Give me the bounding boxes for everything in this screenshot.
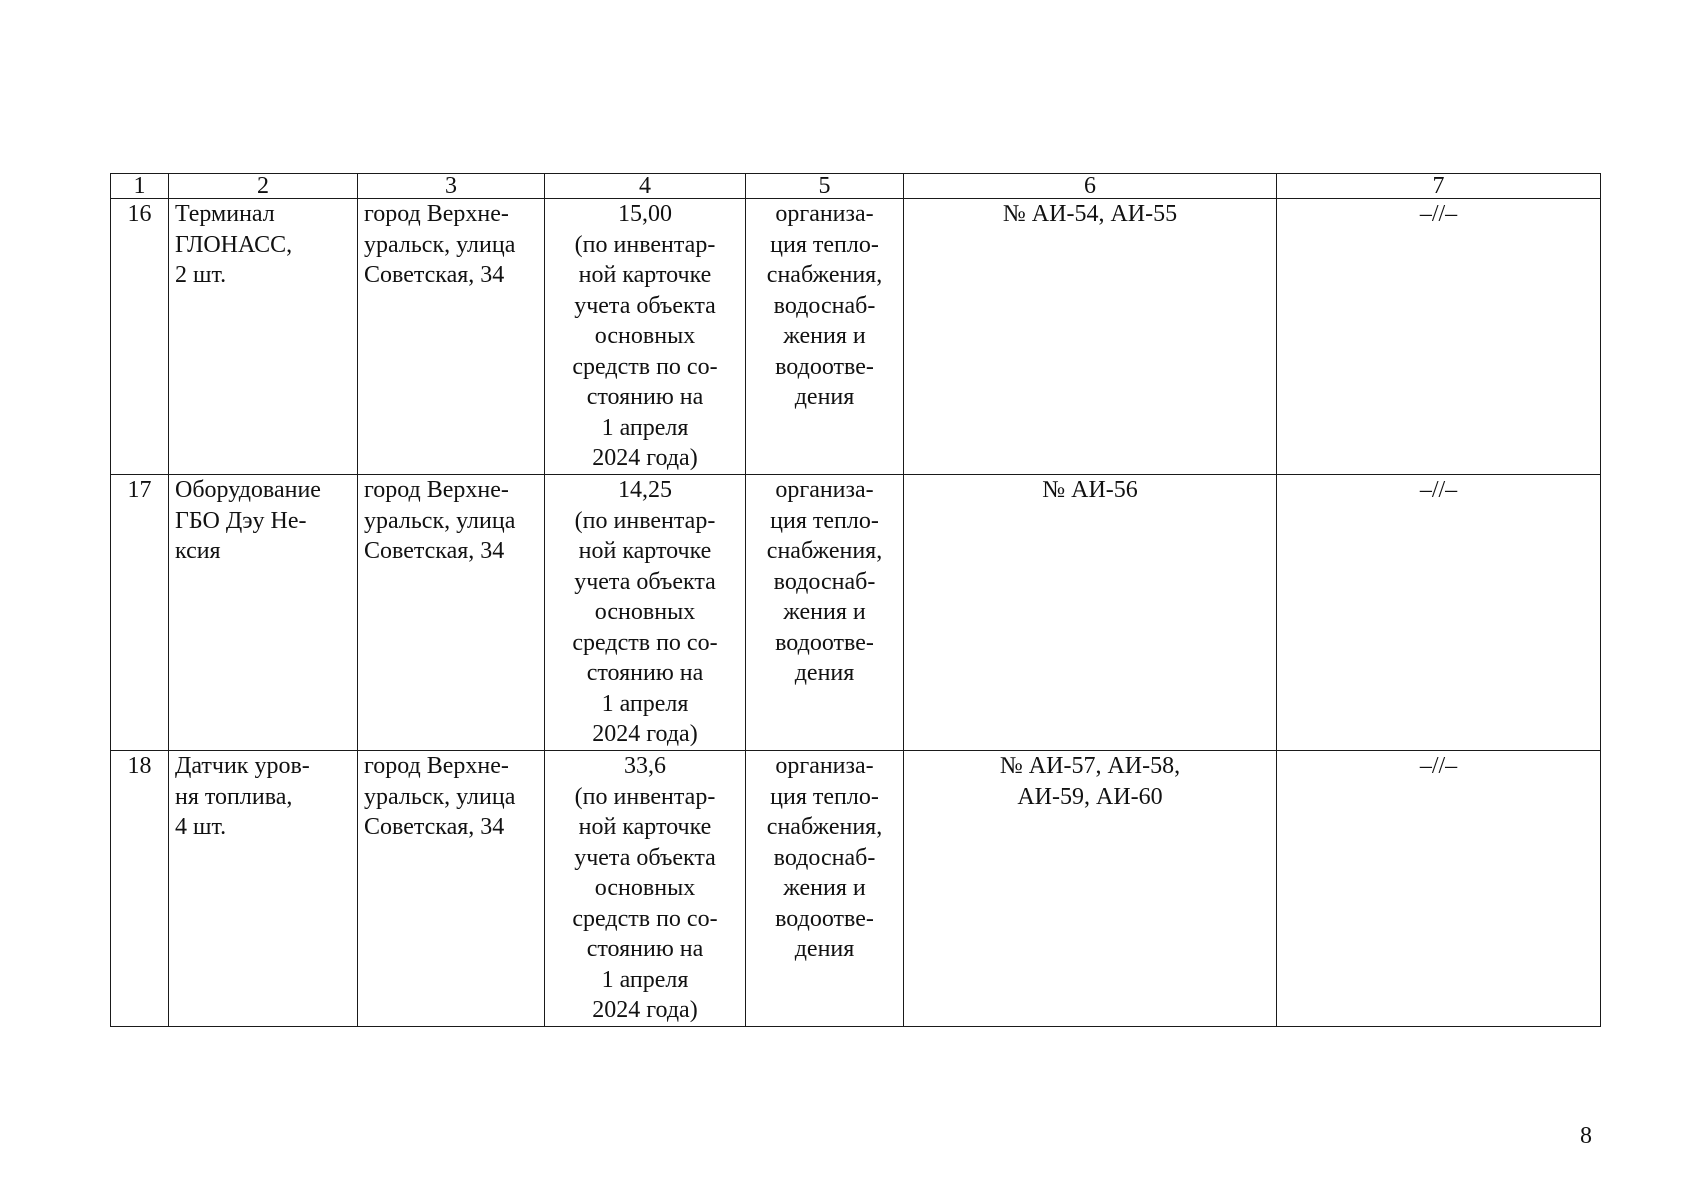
row-number: 18 <box>111 751 169 1027</box>
document-line: № АИ-56 <box>1042 477 1138 503</box>
item-name-line: ня топлива, <box>175 783 293 810</box>
column-header: 4 <box>545 174 746 199</box>
purpose-line: организа- <box>775 477 874 503</box>
cost-note-line: (по инвентар- <box>574 783 716 810</box>
cost-note-line: средств по со- <box>572 629 718 656</box>
purpose-line: ция тепло- <box>770 783 879 810</box>
purpose-line: водоотве- <box>775 905 874 932</box>
cost-note-line: стоянию на <box>586 660 704 686</box>
cost-note-line: основных <box>594 323 696 349</box>
purpose-line: водоотве- <box>775 353 874 380</box>
item-address <box>358 751 545 1027</box>
cost-note-line: 1 апреля <box>601 966 689 993</box>
purpose-line: водоотве- <box>775 629 874 656</box>
address-line: город Верхне- <box>364 753 509 779</box>
address-line: уральск, улица <box>364 783 516 810</box>
purpose-line: водоснаб- <box>773 568 876 595</box>
cost-value: 14,25 <box>618 477 672 503</box>
cost-note-line: учета объекта <box>574 844 716 871</box>
document-line: № АИ-57, АИ-58, <box>999 753 1181 779</box>
cost-note-line: 2024 года) <box>592 997 698 1023</box>
cost-note-line: стоянию на <box>586 384 704 410</box>
purpose-line: водоснаб- <box>773 292 876 319</box>
cost-note-line: ной карточке <box>578 814 712 840</box>
item-name-line: ксия <box>175 538 221 564</box>
item-name <box>169 199 358 475</box>
item-encumbrance: –//– <box>1277 199 1601 475</box>
address-line: уральск, улица <box>364 507 516 534</box>
document-line: № АИ-54, АИ-55 <box>1002 201 1178 227</box>
item-cost <box>545 199 746 475</box>
cost-note-line: учета объекта <box>574 292 716 319</box>
property-registry-table <box>110 173 1601 1027</box>
cost-value: 15,00 <box>618 201 672 227</box>
cost-note-line: 1 апреля <box>601 414 689 441</box>
row-number: 16 <box>111 199 169 475</box>
item-name-line: Терминал <box>175 201 275 227</box>
item-name <box>169 475 358 751</box>
column-number-row <box>111 174 1601 199</box>
purpose-line: организа- <box>775 201 874 227</box>
item-encumbrance: –//– <box>1277 751 1601 1027</box>
cost-note-line: 1 апреля <box>601 690 689 717</box>
address-line: уральск, улица <box>364 231 516 258</box>
item-documents <box>904 199 1277 475</box>
item-name-line: ГЛОНАСС, <box>175 231 293 258</box>
purpose-line: организа- <box>775 753 874 779</box>
item-purpose <box>746 475 904 751</box>
purpose-line: ция тепло- <box>770 507 879 534</box>
column-header: 1 <box>111 174 169 199</box>
table-row <box>111 751 1601 1027</box>
purpose-line: жения и <box>783 323 866 349</box>
item-purpose <box>746 751 904 1027</box>
column-header: 5 <box>746 174 904 199</box>
document-line: АИ-59, АИ-60 <box>1017 783 1163 810</box>
address-line: Советская, 34 <box>364 262 505 288</box>
cost-note-line: (по инвентар- <box>574 507 716 534</box>
document-sheet <box>110 173 1600 1027</box>
address-line: город Верхне- <box>364 201 509 227</box>
cost-value: 33,6 <box>624 753 666 779</box>
cost-note-line: ной карточке <box>578 262 712 288</box>
purpose-line: снабжения, <box>766 262 883 288</box>
cost-note-line: средств по со- <box>572 905 718 932</box>
row-number: 17 <box>111 475 169 751</box>
cost-note-line: (по инвентар- <box>574 231 716 258</box>
address-line: город Верхне- <box>364 477 509 503</box>
purpose-line: жения и <box>783 599 866 625</box>
table-header <box>111 174 1601 199</box>
column-header: 7 <box>1277 174 1601 199</box>
cost-note-line: основных <box>594 875 696 901</box>
purpose-line: снабжения, <box>766 538 883 564</box>
purpose-line: жения и <box>783 875 866 901</box>
cost-note-line: ной карточке <box>578 538 712 564</box>
purpose-line: дения <box>794 660 855 686</box>
item-address <box>358 475 545 751</box>
cost-note-line: основных <box>594 599 696 625</box>
item-name-line: Датчик уров- <box>175 753 310 779</box>
item-documents <box>904 751 1277 1027</box>
page-number: 8 <box>1580 1123 1592 1149</box>
column-header: 3 <box>358 174 545 199</box>
purpose-line: дения <box>794 936 855 962</box>
item-documents <box>904 475 1277 751</box>
item-encumbrance: –//– <box>1277 475 1601 751</box>
table-row <box>111 199 1601 475</box>
item-purpose <box>746 199 904 475</box>
item-name-line: Оборудование <box>175 477 321 503</box>
cost-note-line: стоянию на <box>586 936 704 962</box>
address-line: Советская, 34 <box>364 814 505 840</box>
item-name-line: ГБО Дэу Не- <box>175 507 307 534</box>
item-cost <box>545 475 746 751</box>
item-name-line: 4 шт. <box>175 814 227 840</box>
address-line: Советская, 34 <box>364 538 505 564</box>
cost-note-line: 2024 года) <box>592 445 698 471</box>
purpose-line: ция тепло- <box>770 231 879 258</box>
cost-note-line: средств по со- <box>572 353 718 380</box>
column-header: 6 <box>904 174 1277 199</box>
item-name <box>169 751 358 1027</box>
item-cost <box>545 751 746 1027</box>
item-name-line: 2 шт. <box>175 262 227 288</box>
cost-note-line: учета объекта <box>574 568 716 595</box>
purpose-line: водоснаб- <box>773 844 876 871</box>
table-row <box>111 475 1601 751</box>
item-address <box>358 199 545 475</box>
column-header: 2 <box>169 174 358 199</box>
purpose-line: снабжения, <box>766 814 883 840</box>
cost-note-line: 2024 года) <box>592 721 698 747</box>
purpose-line: дения <box>794 384 855 410</box>
